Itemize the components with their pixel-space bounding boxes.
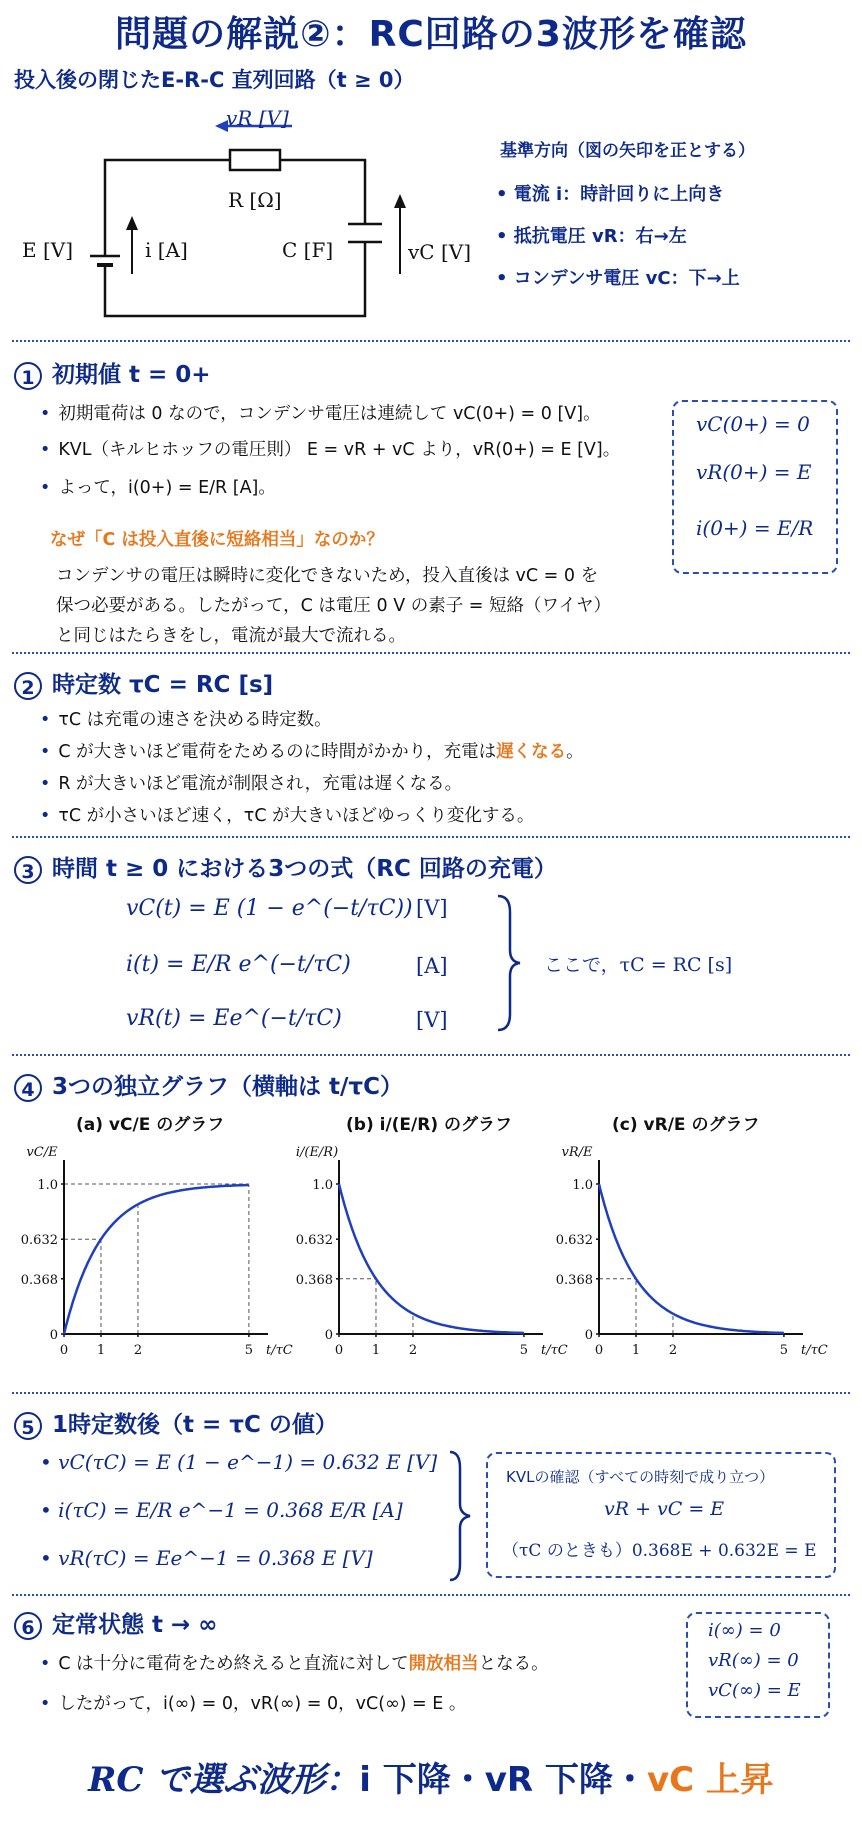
series-line	[64, 1185, 249, 1334]
time-constant-note: ここで，τC = RC [s]	[544, 954, 733, 976]
y-tick-label: 1.0	[37, 1178, 58, 1193]
circuit-heading: 投入後の閉じたE-R-C 直列回路（t ≥ 0）	[14, 68, 415, 92]
kvl-box-title: KVLの確認（すべての時刻で成り立つ）	[506, 1468, 775, 1486]
section-2-title: 2 時定数 τC = RC [s]	[14, 666, 273, 700]
x-tick-label: 2	[668, 1343, 678, 1358]
y-tick-label: 0.632	[295, 1233, 333, 1249]
x-tick-label: 1	[96, 1343, 106, 1358]
why-line: 保つ必要がある。したがって，C は電圧 0 V の素子 = 短絡（ワイヤ）	[56, 596, 611, 616]
y-axis-label: vR/E	[561, 1145, 593, 1160]
x-tick-label: 0	[334, 1343, 344, 1358]
ref-item-current: • 電流 i：時計回りに上向き	[496, 184, 725, 205]
box-eq: i(0+) = E/R	[696, 516, 814, 540]
reference-title: 基準方向（図の矢印を正とする）	[500, 141, 755, 161]
section-3-title: 3 時間 t ≥ 0 における3つの式（RC 回路の充電）	[14, 850, 557, 884]
x-tick-label: 0	[59, 1343, 69, 1358]
graph-2	[545, 1136, 828, 1366]
x-tick-label: 5	[779, 1343, 789, 1358]
s2-bullet: • τC は充電の速さを決める時定数。	[40, 706, 332, 731]
x-axis-label: t/τC	[541, 1343, 568, 1358]
s1-bullet: • よって，i(0+) = E/R [A]。	[40, 474, 276, 499]
box-eq: vC(∞) = E	[708, 1680, 801, 1701]
box-eq: vC(0+) = 0	[696, 412, 810, 436]
ref-item-vc: • コンデンサ電圧 vC：下→上	[496, 268, 740, 289]
vc-label: vC [V]	[408, 240, 472, 264]
vr-label: vR [V]	[226, 106, 289, 130]
unit: [A]	[416, 954, 448, 978]
s6-bullet: • したがって，i(∞) = 0，vR(∞) = 0，vC(∞) = E 。	[40, 1690, 466, 1715]
equation-i: i(t) = E/R e^(−t/τC)	[126, 952, 351, 977]
graph-caption: (c) vR/E のグラフ	[612, 1115, 760, 1135]
y-axis-label: vC/E	[26, 1145, 58, 1160]
why-line: と同じはたらきをし，電流が最大で流れる。	[56, 626, 406, 646]
s2-bullet: • τC が小さいほど速く，τC が大きいほどゆっくり変化する。	[40, 802, 534, 827]
y-tick-label: 0.632	[20, 1233, 58, 1249]
brace	[446, 1448, 474, 1584]
divider	[12, 1054, 850, 1056]
x-tick-label: 2	[408, 1343, 418, 1358]
section-5-title: 5 1時定数後（t = τC の値）	[14, 1406, 338, 1440]
one-tau-vr: • vR(τC) = Ee^−1 = 0.368 E [V]	[40, 1546, 373, 1570]
series-line	[599, 1184, 784, 1333]
s1-bullet: • KVL（キルヒホッフの電圧則） E = vR + vC より，vR(0+) = E [V]。	[40, 436, 620, 461]
s2-bullet: • R が大きいほど電流が制限され，充電は遅くなる。	[40, 770, 462, 795]
x-tick-label: 0	[594, 1343, 604, 1358]
kvl-box-line: （τC のときも）0.368E + 0.632E = E	[502, 1541, 817, 1561]
graph-1	[285, 1136, 568, 1366]
y-tick-label: 0.368	[20, 1272, 58, 1288]
divider	[12, 340, 850, 342]
y-tick-label: 0	[49, 1328, 58, 1343]
box-eq: vR(∞) = 0	[708, 1650, 799, 1671]
e-label: E [V]	[22, 238, 74, 262]
divider	[12, 1594, 850, 1596]
s6-bullet: • C は十分に電荷をため終えると直流に対して開放相当となる。	[40, 1650, 549, 1675]
divider	[12, 652, 850, 654]
one-tau-i: • i(τC) = E/R e^−1 = 0.368 E/R [A]	[40, 1498, 403, 1522]
x-axis-label: t/τC	[801, 1343, 828, 1358]
x-tick-label: 5	[244, 1343, 254, 1358]
graph-caption: (b) i/(E/R) のグラフ	[346, 1115, 513, 1135]
x-tick-label: 5	[519, 1343, 529, 1358]
series-line	[339, 1184, 524, 1333]
equation-vr: vR(t) = Ee^(−t/τC)	[126, 1006, 342, 1031]
x-tick-label: 1	[371, 1343, 381, 1358]
unit: [V]	[416, 1008, 448, 1032]
section-6-title: 6 定常状態 t → ∞	[14, 1606, 217, 1640]
y-tick-label: 0	[324, 1328, 333, 1343]
why-title: なぜ「C は投入直後に短絡相当」なのか？	[50, 530, 384, 550]
why-line: コンデンサの電圧は瞬時に変化できないため，投入直後は vC = 0 を	[56, 566, 599, 586]
box-eq: i(∞) = 0	[708, 1620, 781, 1641]
summary-footer: RC で選ぶ波形：i 下降・vR 下降・vC 上昇	[88, 1760, 774, 1800]
y-tick-label: 0.632	[555, 1233, 593, 1249]
s2-bullet: • C が大きいほど電荷をためるのに時間がかかり，充電は遅くなる。	[40, 738, 584, 763]
graph-caption: (a) vC/E のグラフ	[76, 1115, 225, 1135]
y-axis-label: i/(E/R)	[295, 1145, 339, 1160]
section-1-title: 1 初期値 t = 0+	[14, 356, 211, 390]
section-4-title: 4 3つの独立グラフ（横軸は t/τC）	[14, 1068, 403, 1102]
x-tick-label: 2	[133, 1343, 143, 1358]
r-label: R [Ω]	[228, 188, 282, 212]
one-tau-vc: • vC(τC) = E (1 − e^−1) = 0.632 E [V]	[40, 1450, 438, 1474]
ref-item-vr: • 抵抗電圧 vR：右→左	[496, 226, 687, 247]
y-tick-label: 0	[584, 1328, 593, 1343]
y-tick-label: 1.0	[572, 1178, 593, 1193]
page-title: 問題の解説②：RC回路の3波形を確認	[115, 14, 747, 55]
box-eq: vR(0+) = E	[696, 460, 812, 484]
y-tick-label: 1.0	[312, 1178, 333, 1193]
c-label: C [F]	[282, 238, 334, 262]
y-tick-label: 0.368	[295, 1272, 333, 1288]
x-tick-label: 1	[631, 1343, 641, 1358]
s1-bullet: • 初期電荷は 0 なので，コンデンサ電圧は連続して vC(0+) = 0 [V]。	[40, 400, 601, 425]
divider	[12, 836, 850, 838]
i-label: i [A]	[145, 238, 188, 262]
y-tick-label: 0.368	[555, 1272, 593, 1288]
divider	[12, 1392, 850, 1394]
graph-0	[10, 1136, 293, 1366]
x-axis-label: t/τC	[266, 1343, 293, 1358]
kvl-box-equation: vR + vC = E	[604, 1498, 725, 1520]
equation-vc: vC(t) = E (1 − e^(−t/τC))	[126, 896, 413, 921]
unit: [V]	[416, 896, 448, 920]
brace	[494, 892, 524, 1034]
